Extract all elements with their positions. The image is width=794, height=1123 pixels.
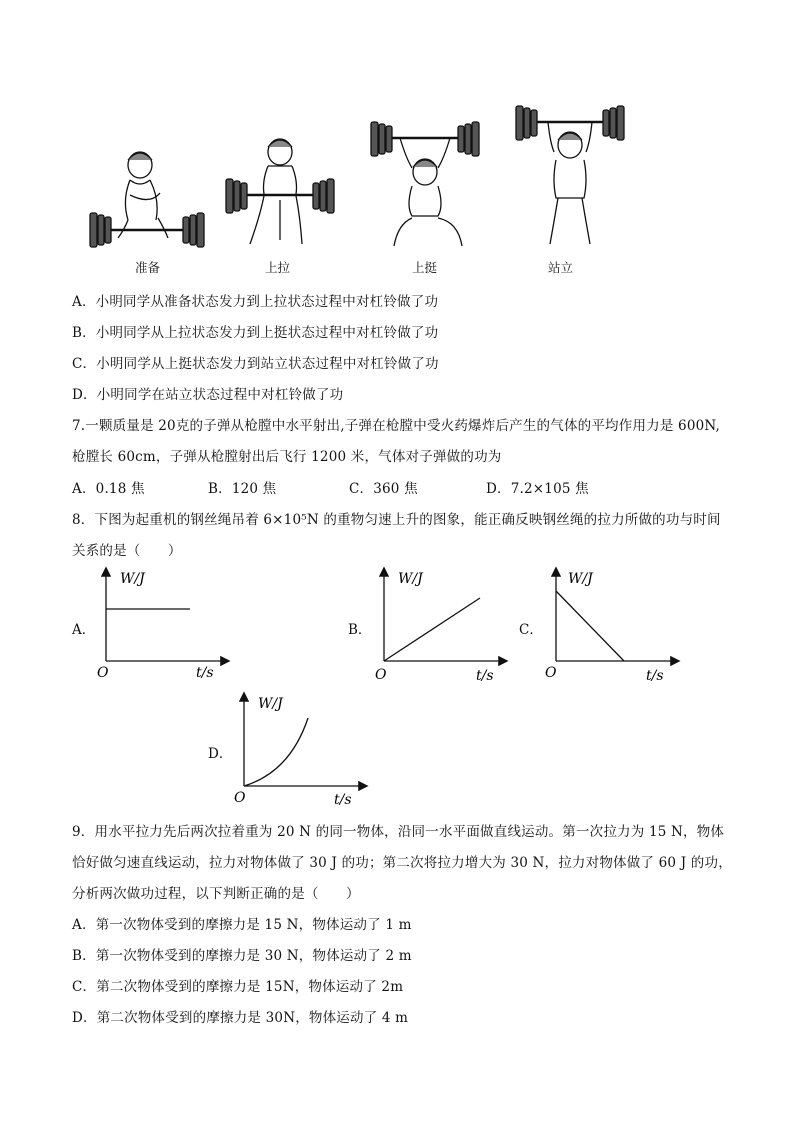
caption-ready: 准备 [135,260,161,275]
graph-b-xlabel: t/s [476,668,494,684]
q7-option-d: D．7.2×105 焦 [486,481,589,497]
graph-a-ylabel: W/J [120,571,145,587]
graph-c-origin: O [545,665,557,681]
graph-d-ylabel: W/J [258,696,283,712]
q8-label-a: A． [72,622,96,638]
q8-label-d: D． [208,746,233,762]
graph-d [230,690,380,810]
caption-pull: 上拉 [265,260,291,275]
graph-b-curve [384,598,480,661]
q6-option-a: A．小明同学从准备状态发力到上拉状态过程中对杠铃做了功 [72,294,439,310]
q7-line1: 7.一颗质量是 20克的子弹从枪膛中水平射出,子弹在枪膛中受火药爆炸后产生的气体的平均作用力是 600N, [72,418,721,434]
graph-c-ylabel: W/J [568,571,593,587]
caption-stand: 站立 [548,260,574,275]
q9-option-d: D．第二次物体受到的摩擦力是 30N，物体运动了 4 m [72,1010,409,1026]
graph-c-xlabel: t/s [646,668,664,684]
graph-b-origin: O [375,667,387,683]
q8-line2: 关系的是（ ） [72,543,182,559]
q9-line3: 分析两次做功过程，以下判断正确的是（ ） [72,886,360,902]
graph-d-xlabel: t/s [334,792,352,808]
q7-option-c: C．360 焦 [349,481,418,497]
graph-a [92,565,242,685]
q7-line2: 枪膛长 60cm，子弹从枪膛射出后飞行 1200 米，气体对子弹做的功为 [72,449,502,465]
graph-a-xlabel: t/s [196,665,214,681]
q9-line1: 9．用水平拉力先后两次拉着重为 20 N 的同一物体，沿同一水平面做直线运动。第一次拉力为 15 N，物体 [72,824,725,840]
q8-line1: 8．下图为起重机的钢丝绳吊着 6×10⁵N 的重物匀速上升的图象，能正确反映钢丝绳的拉力所做的功与时间 [72,512,721,528]
caption-jerk: 上挺 [412,260,438,275]
lifter-ready [90,152,204,247]
q8-label-b: B． [348,622,372,638]
lifter-pull [226,139,334,244]
lifter-stand [516,106,624,244]
graph-a-origin: O [97,665,109,681]
weightlifting-figure [80,100,660,250]
q9-option-b: B．第一次物体受到的摩擦力是 30 N，物体运动了 2 m [72,948,412,964]
graph-c-curve [556,591,624,661]
lifter-jerk [371,122,479,246]
q7-option-a: A．0.18 焦 [72,481,145,497]
graph-b-ylabel: W/J [398,571,423,587]
q9-line2: 恰好做匀速直线运动，拉力对物体做了 30 J 的功；第二次将拉力增大为 30 N，拉力对物体做了 60 J 的功， [72,855,732,871]
q9-option-c: C．第二次物体受到的摩擦力是 15N，物体运动了 2m [72,979,404,995]
graph-d-curve [244,718,308,786]
q8-label-c: C． [519,622,543,638]
q6-option-d: D．小明同学在站立状态过程中对杠铃做了功 [72,387,344,403]
graph-d-origin: O [234,790,246,806]
q6-option-c: C．小明同学从上挺状态发力到站立状态过程中对杠铃做了功 [72,356,439,372]
graph-c [542,565,692,685]
graph-b [370,565,520,685]
q7-option-b: B．120 焦 [208,481,277,497]
q6-option-b: B．小明同学从上拉状态发力到上挺状态过程中对杠铃做了功 [72,325,439,341]
q9-option-a: A．第一次物体受到的摩擦力是 15 N，物体运动了 1 m [72,917,412,933]
